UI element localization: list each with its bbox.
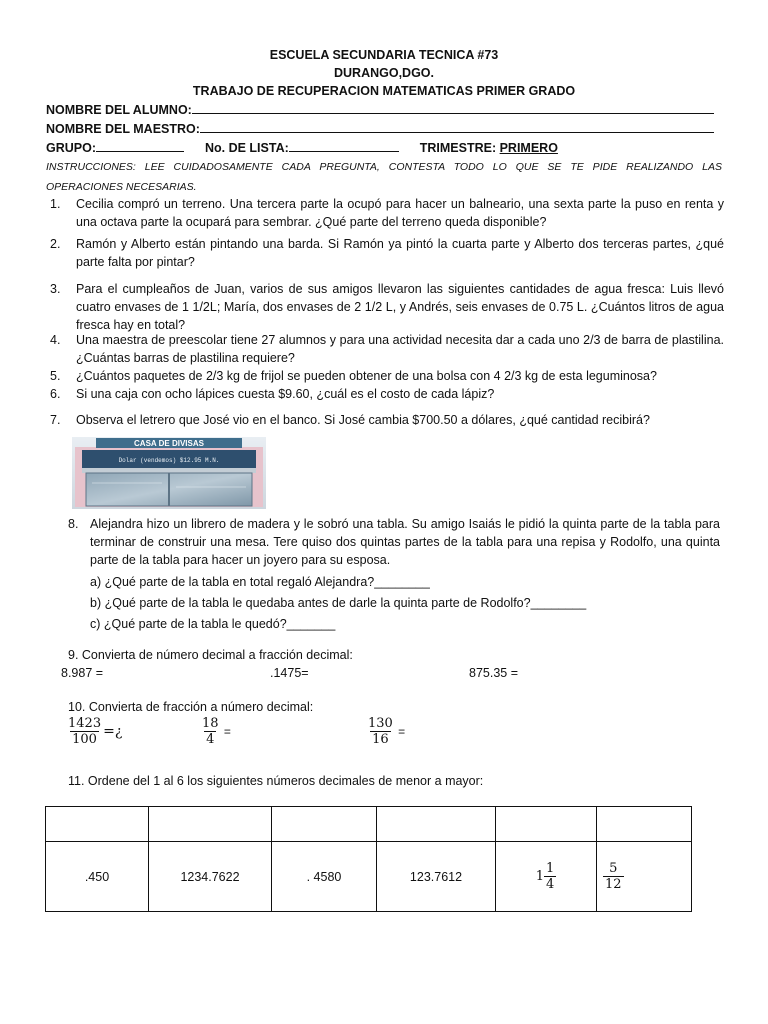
question-8a: a) ¿Qué parte de la tabla en total regaló Alejandra?________ bbox=[90, 575, 430, 589]
question-8b: b) ¿Qué parte de la tabla le quedaba antes de darle la quinta parte de Rodolfo?________ bbox=[90, 596, 587, 610]
question-9-title: 9. Convierta de número decimal a fracción decimal: bbox=[68, 648, 353, 662]
trimester-label: TRIMESTRE: bbox=[419, 141, 500, 155]
question-text: Para el cumpleaños de Juan, varios de sus amigos llevaron las siguientes cantidades de agua fresca: Luis llevó cuatro envases de 1 1/2L; María, dos envases de 2 1/2 L, y Andrés, seis envases de 0.75 L. ¿Cuántos litros de agua fresca hay en total? bbox=[76, 282, 724, 332]
answer-cell[interactable] bbox=[149, 807, 272, 842]
group-line bbox=[46, 140, 558, 155]
list-number-field[interactable] bbox=[289, 140, 399, 152]
trimester-value: PRIMERO bbox=[499, 141, 558, 155]
question-10-title: 10. Convierta de fracción a número decimal: bbox=[68, 700, 314, 714]
fraction-equals: = bbox=[394, 724, 406, 739]
answer-cell[interactable] bbox=[46, 807, 149, 842]
teacher-name-label: NOMBRE DEL MAESTRO: bbox=[46, 122, 200, 136]
question-11-title: 11. Ordene del 1 al 6 los siguientes números decimales de menor a mayor: bbox=[68, 774, 484, 788]
worksheet-page: ESCUELA SECUNDARIA TECNICA #73 DURANGO,DGO. TRABAJO DE RECUPERACION MATEMATICAS PRIMER GRADO NOMBRE DEL ALUMNO: NOMBRE DEL MAESTRO: GRUPO: No. DE LISTA: TRIMESTRE: PRIMERO INSTRUCCIONES: LEE CUIDADOSAMENTE CADA PREGUNTA, CONTESTA TODO LO QUE SE TE PIDE REALIZANDO LAS OPERACIONES NECESARIAS. 1. Cecilia compró un terreno. Una tercera parte la ocupó para hacer un balneario, una sexta parte la puso en renta y una octava parte la ocupará para sembrar. ¿Qué parte del terreno queda disponible? 2. Ramón y Alberto están pintando una barda. Si Ramón ya pintó la cuarta parte y Alberto dos terceras partes, ¿qué parte falta por pintar? 3. Para el cumpleaños de Juan, varios de sus amigos llevaron las siguientes cantidades de agua fresca: Luis llevó cuatro envases de 1 1/2L; María, dos envases de 2 1/2 L, y Andrés, seis envases de 0.75 L. ¿Cuántos litros de agua fresca hay en total? 4. Una maestra de preescolar tiene 27 alumnos y para una actividad necesita dar a cada uno 2/3 de barra de plastilina. ¿Cuántas barras de plastilina requiere? 5. ¿Cuántos paquetes de 2/3 kg de frijol se pueden obtener de una bolsa con 4 2/3 kg de esta leguminosa? 6. Si una caja con ocho lápices cuesta $9.60, ¿cuál es el costo de cada lápiz? 7. Observa el letrero que José vio en el banco. Si José cambia $700.50 a dólares, ¿qué cantidad recibirá? CASA DE DIVISAS Dolar (vendemos) $12.95 M.N. 8. Alejandra hizo un librero de madera y le sobró una tabla. Su amigo Isaiás le pidió la quinta parte de la tabla para terminar de construir una mesa. Tere quiso dos quintas partes de la tabla para una repisa y Rodolfo, una quinta parte de la tabla para hacer un joyero para su esposa. a) ¿Qué parte de la tabla en total regaló Alejandra?________ b) ¿Qué parte de la tabla le quedaba antes de darle la quinta parte de Rodolfo?________ c) ¿Qué parte de la tabla le quedó?_______ 9. Convierta de número decimal a fracción decimal: 8.987 = .1475= 875.35 = 10. Convierta de fracción a número decimal: $\frac{1423}{100}$ =¿ $\frac{18}{4}$ = $\frac{130}{16}$ = 11. Ordene del 1 al 6 los siguientes números decimales de menor a mayor: .450 1234.7622 . 4580 123.7612 1 $\frac{1}{4}$ $\frac{5}{12}$ bbox=[0, 0, 768, 1024]
list-number-label: No. DE LISTA: bbox=[204, 141, 289, 155]
q10-item-2 bbox=[200, 716, 231, 747]
group-field[interactable] bbox=[96, 140, 184, 152]
fraction-equals: =¿ bbox=[103, 723, 123, 740]
fraction: $\frac{5}{12}$ bbox=[605, 861, 622, 892]
value-cell: .450 bbox=[46, 842, 149, 912]
group-label: GRUPO: bbox=[46, 141, 96, 155]
exchange-sign-image bbox=[72, 437, 266, 509]
fraction: $\frac{18}{4}$ bbox=[202, 716, 219, 747]
question-text: Una maestra de preescolar tiene 27 alumnos y para una actividad necesita dar a cada uno 2/3 de barra de plastilina. ¿Cuántas barras de plastilina requiere? bbox=[76, 333, 724, 365]
q9-item-3: 875.35 = bbox=[469, 666, 519, 680]
order-table bbox=[45, 806, 692, 912]
fraction: $\frac{1423}{100}$ bbox=[68, 716, 102, 747]
question-text: ¿Cuántos paquetes de 2/3 kg de frijol se pueden obtener de una bolsa con 4 2/3 kg de esta leguminosa? bbox=[76, 369, 657, 383]
q10-item-3 bbox=[366, 716, 405, 747]
student-name-field[interactable] bbox=[192, 102, 714, 114]
answer-cell[interactable] bbox=[377, 807, 496, 842]
order-answer-row bbox=[46, 807, 692, 842]
sign-title: CASA DE DIVISAS bbox=[134, 439, 204, 448]
city: DURANGO,DGO. bbox=[334, 66, 434, 80]
instructions: INSTRUCCIONES: LEE CUIDADOSAMENTE CADA PREGUNTA, CONTESTA TODO LO QUE SE TE PIDE REALIZANDO LAS OPERACIONES NECESARIAS. bbox=[46, 161, 722, 193]
student-name-line bbox=[46, 102, 714, 117]
sign-rate: Dolar (vendemos) $12.95 M.N. bbox=[118, 457, 220, 464]
question-8c: c) ¿Qué parte de la tabla le quedó?_______ bbox=[90, 617, 336, 631]
mixed-whole: 1 bbox=[535, 869, 544, 884]
q9-item-1: 8.987 = bbox=[61, 666, 104, 680]
value-cell-fraction bbox=[597, 842, 692, 912]
fraction: $\frac{130}{16}$ bbox=[368, 716, 393, 747]
q10-item-1 bbox=[66, 716, 122, 747]
value-cell: 123.7612 bbox=[377, 842, 496, 912]
value-cell: 1234.7622 bbox=[149, 842, 272, 912]
order-values-row bbox=[46, 842, 692, 912]
student-name-label: NOMBRE DEL ALUMNO: bbox=[46, 103, 192, 117]
value-cell-mixed bbox=[496, 842, 597, 912]
question-text: Si una caja con ocho lápices cuesta $9.60, ¿cuál es el costo de cada lápiz? bbox=[76, 387, 495, 401]
question-text: Ramón y Alberto están pintando una barda. Si Ramón ya pintó la cuarta parte y Alberto dos terceras partes, ¿qué parte falta por pintar? bbox=[76, 237, 724, 269]
q9-item-2: .1475= bbox=[270, 666, 309, 680]
question-text: Alejandra hizo un librero de madera y le sobró una tabla. Su amigo Isaiás le pidió la quinta parte de la tabla para terminar de construir una mesa. Tere quiso dos quintas partes de la tabla para una repisa y Rodolfo, una quinta parte de la tabla para hacer un joyero para su esposa. bbox=[90, 517, 720, 567]
answer-cell[interactable] bbox=[272, 807, 377, 842]
fraction-equals: = bbox=[220, 724, 231, 739]
value-cell: . 4580 bbox=[272, 842, 377, 912]
answer-cell[interactable] bbox=[597, 807, 692, 842]
worksheet-title: TRABAJO DE RECUPERACION MATEMATICAS PRIMER GRADO bbox=[192, 84, 576, 98]
answer-cell[interactable] bbox=[496, 807, 597, 842]
school-name: ESCUELA SECUNDARIA TECNICA #73 bbox=[269, 48, 499, 62]
fraction: $\frac{1}{4}$ bbox=[546, 861, 555, 892]
question-text: Cecilia compró un terreno. Una tercera parte la ocupó para hacer un balneario, una sexta parte la puso en renta y una octava parte la ocupará para sembrar. ¿Qué parte del terreno queda disponible? bbox=[76, 197, 724, 229]
question-text: Observa el letrero que José vio en el banco. Si José cambia $700.50 a dólares, ¿qué cantidad recibirá? bbox=[76, 413, 650, 427]
teacher-name-field[interactable] bbox=[200, 121, 714, 133]
teacher-name-line bbox=[46, 121, 714, 136]
